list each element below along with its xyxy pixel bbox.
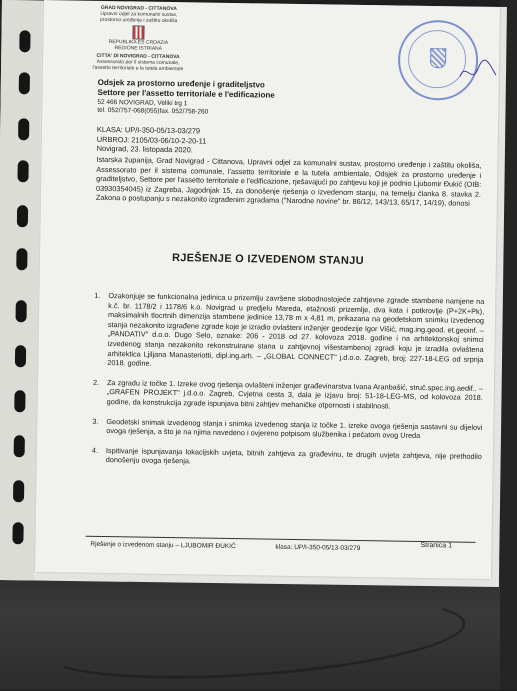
punch-hole: [17, 205, 28, 227]
urbroj: URBROJ: 2105/03-06/10-2-20-11: [96, 134, 207, 146]
footer-document-name: Rješenje o izvedenom stanju – LJUBOMIR ĐUKIĆ: [90, 540, 236, 551]
punch-hole: [14, 390, 25, 412]
punch-hole: [14, 435, 25, 457]
letterhead-republic: REPUBLIKA ES CROAZIA: [108, 39, 169, 46]
letterhead-it-dept-2: l'assetto territoriale e la tutela ambientale: [92, 64, 184, 73]
item-text: Geodetski snimak izvedenog stanja i snimka izvedenog stanja iz točke 1. izreke ovoga rješenja sastavni su dijelovi ovoga rješenja, a što je na njima navedeno i ovjereno potpisom službenika i pečatom ovog Ureda: [106, 416, 483, 441]
phone-fax-line: tel. 052/757-068(055)fax. 052/758-260: [97, 106, 209, 116]
letterhead-city-italian: CITTA' DI NOVIGRAD - CITTANOVA: [96, 52, 180, 61]
letterhead-dept-line-2: prostorno uređenje i zaštitu okoliša: [100, 16, 178, 25]
letterhead-dept-line-1: Upravni odjel za komunalni sustav,: [100, 10, 178, 19]
address-line: 52 466 NOVIGRAD, Veliki trg 1: [97, 98, 188, 108]
punch-hole: [12, 522, 23, 544]
list-item: [92, 416, 482, 441]
list-item: [93, 378, 483, 413]
item-number: 1.: [94, 290, 101, 300]
signature-icon: [458, 57, 498, 88]
list-item: [92, 446, 482, 471]
department-heading: [97, 78, 357, 102]
punch-hole: [15, 345, 26, 367]
item-text: Ozakonjuje se funkcionalna jedinica u prizemlju završene slobodnostojeće zahtjevne zgrade stambene namjene na k.č. br. 1178/2 i 1178/6 k.o. Novigrad u predjelu Mareda, etažnosti prizemlje, dva kata i potkrovlje (P+2K+Pk), maksimalnih tlocrtnih dimenzija stambene jedinice 13,78 m x 4,81 m, prikazana na geodetskom snimku izvedenog stanja nezakonito izgrađene zgrade koje je izradio ovlašteni inženjer geodezije Igor Višić, mag.ing.geod. et.geoinf. – „PANDATIV" d.o.o. Dugo Selo, oznake: 206 - 2018 od 27. kolovoza 2018. godine i na arhitektonskoj snimci izvedenog stanja nezakonito rekonstruirane stana u zahtjevnoj višestambenoj zgradi koju je izradila ovlaštena arhitektica Ljiljana Manasteriotti, dipl.ing.arh. – „GLOBAL CONNECT" j.d.o.o. Zagreb, broj: 227-18-LEG od srpnja 2018. godine.: [107, 291, 485, 368]
department-line-hr: Odsjek za prostorno uređenje i graditeljstvo: [97, 77, 265, 90]
punch-hole: [19, 30, 30, 52]
item-text: Ispitivanje ispunjavanja lokacijskih uvjeta, bitnih zahtjeva za građevinu, te drugih uvjeta zahtjeva, nije prethodilo donošenju ovoga rješenja.: [105, 445, 482, 466]
punch-hole: [16, 248, 27, 270]
document-title: RJEŠENJE O IZVEDENOM STANJU: [171, 252, 364, 268]
decision-items: [92, 291, 485, 481]
case-metadata: [97, 125, 207, 155]
klasa: KLASA: UP/I-350-05/13-03/279: [96, 124, 201, 136]
punch-hole: [16, 300, 27, 322]
department-line-it: Settore per l'assetto territoriale e l'edificazione: [97, 87, 275, 100]
document-page: [35, 0, 500, 579]
item-number: 2.: [92, 377, 100, 387]
punch-hole: [13, 480, 24, 502]
intro-paragraph: Istarska županija, Grad Novigrad - Cittanova, Upravni odjel za komunalni sustav, prostorno uređenje i zaštitu okoliša, Assessorato per il sistema comunale, l'assetto territoriale e la tutela ambientale, Odsjek za prostorno uređenje i graditeljstvo, Settore per l'assetto territoriale e l'edificazione, rješavajući po zahtjevu koji je podnio Ljubomir Đukić (OIB: 03930354045) iz Zagreba, Jagodnjak 15, za donošenje rješenja o izvedenom stanju, na temelju članka 8. stavka 2. Zakona o postupanju s nezakonito izgrađenim zgradama ("Narodne novine" br. 86/12, 143/13, 65/17, 14/19), donosi: [95, 154, 482, 209]
stamp-coat-of-arms-icon: [430, 48, 446, 68]
letterhead-it-dept-1: Assessorato per il sistema comunale,: [96, 58, 180, 67]
page-number: Stranica 1: [420, 541, 453, 550]
item-text: Za zgradu iz točke 1. Izreke ovog rješenja ovlašteni inženjer građevinarstva Ivana Aranbašić, struč.spec.ing.aedif.. – „GRAFEN PROJEKT" j.d.o.o. Zagreb, Cvjetna cesta 3, dala je izjavu broj: 51-18-LEG-MS, od kolovoza 2018. godine, da konstrukcija zgrade ispunjava bitni zahtjev mehaničke otpornosti i stabilnosti.: [106, 377, 484, 411]
footer-klasa: klasa: UP/I-350-05/13-03/279: [275, 543, 361, 553]
punch-hole: [17, 160, 28, 182]
croatian-coat-of-arms-icon: [132, 25, 144, 39]
punch-hole: [19, 72, 30, 94]
issue-date: Novigrad, 23. listopada 2020.: [96, 143, 193, 155]
list-item: [93, 291, 484, 374]
item-number: 4.: [91, 445, 99, 455]
item-number: 3.: [92, 416, 99, 426]
address-block: [97, 99, 208, 117]
letterhead-region: REGIONE ISTRIANA: [114, 45, 163, 52]
punch-hole: [18, 118, 29, 140]
letterhead-city: GRAD NOVIGRAD - CITTANOVA: [100, 4, 177, 13]
